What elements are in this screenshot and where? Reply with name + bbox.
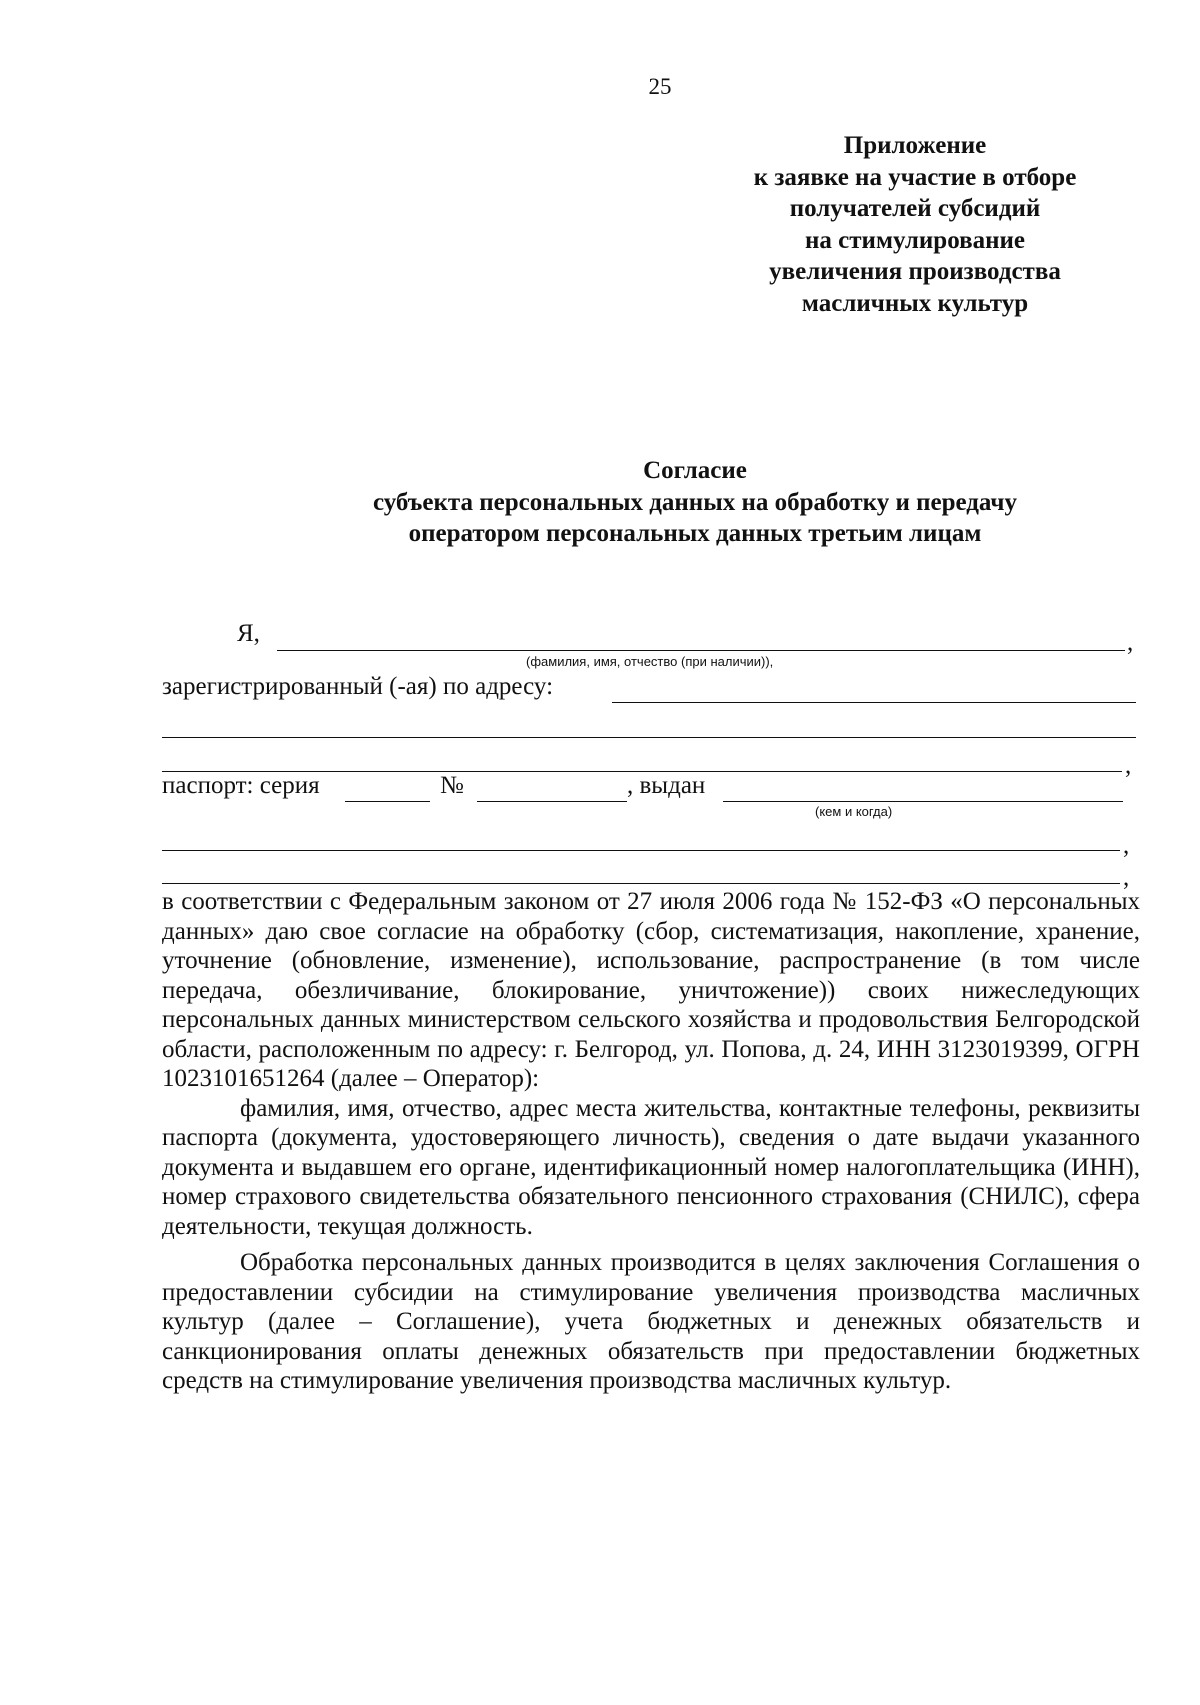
passport-series-field[interactable] (345, 801, 430, 802)
registered-address-label: зарегистрированный (-ая) по адресу: (162, 673, 554, 700)
issued-label: , выдан (627, 772, 706, 799)
full-name-field[interactable] (277, 650, 1125, 651)
passport-number-label: № (440, 772, 464, 799)
address-field-line-1[interactable] (612, 702, 1136, 703)
issued-by-field[interactable] (723, 801, 1123, 802)
issued-by-caption: (кем и когда) (815, 804, 893, 819)
consent-body (162, 887, 1140, 1396)
passport-number-field[interactable] (477, 801, 627, 802)
appendix-line: масличных культур (801, 289, 1029, 317)
purpose-paragraph: Обработка персональных данных производится в целях заключения Соглашения о предоставлении субсидии на стимулирование увеличения производства масличных культур (далее – Соглашение), учета бюджетных и денежных обязательств и санкционирования оплаты денежных обязательств при предоставлении бюджетных средств на стимулирование увеличения производства масличных культур. (162, 1249, 1140, 1394)
data-list-paragraph: фамилия, имя, отчество, адрес места жительства, контактные телефоны, реквизиты паспорта (документа, удостоверяющего личность), сведения о дате выдачи указанного документа и выдавшем его органе, идентификационный номер налогоплательщика (ИНН), номер страхового свидетельства обязательного пенсионного страхования (СНИЛС), сфера деятельности, текущая должность. (162, 1094, 1140, 1240)
i-label: Я, (237, 620, 260, 647)
appendix-line: получателей субсидий (789, 195, 1041, 222)
comma: , (1125, 752, 1132, 779)
page-number: 25 (648, 74, 672, 99)
issued-by-field-line-3[interactable] (162, 883, 1120, 884)
appendix-line: Приложение (843, 132, 987, 159)
passport-series-label: паспорт: серия (162, 772, 320, 799)
issued-by-field-line-2[interactable] (162, 850, 1120, 851)
comma: , (1123, 832, 1130, 859)
appendix-line: на стимулирование (805, 226, 1025, 254)
title-line: оператором персональных данных третьим лицам (408, 520, 982, 547)
address-field-line-2[interactable] (162, 737, 1136, 738)
full-name-caption: (фамилия, имя, отчество (при наличии)), (526, 654, 774, 669)
title-line: Согласие (643, 457, 747, 484)
title-line: субъекта персональных данных на обработку и передачу (372, 488, 1018, 516)
consent-paragraph: в соответствии с Федеральным законом от 27 июля 2006 года № 152-ФЗ «О персональных данных» даю свое согласие на обработку (сбор, систематизация, накопление, хранение, уточнение (обновление, изменение), использование, распространение (в том числе передача, обезличивание, блокирование, уничтожение)) своих нижеследующих персональных данных министерством сельского хозяйства и продовольствия Белгородской области, расположенным по адресу: г. Белгород, ул. Попова, д. 24, ИНН 3123019399, ОГРН 1023101651264 (далее – Оператор): (162, 888, 1140, 1092)
comma: , (1123, 864, 1130, 891)
appendix-line: к заявке на участие в отборе (753, 163, 1077, 191)
appendix-line: увеличения производства (769, 258, 1061, 285)
comma: , (1127, 629, 1134, 656)
